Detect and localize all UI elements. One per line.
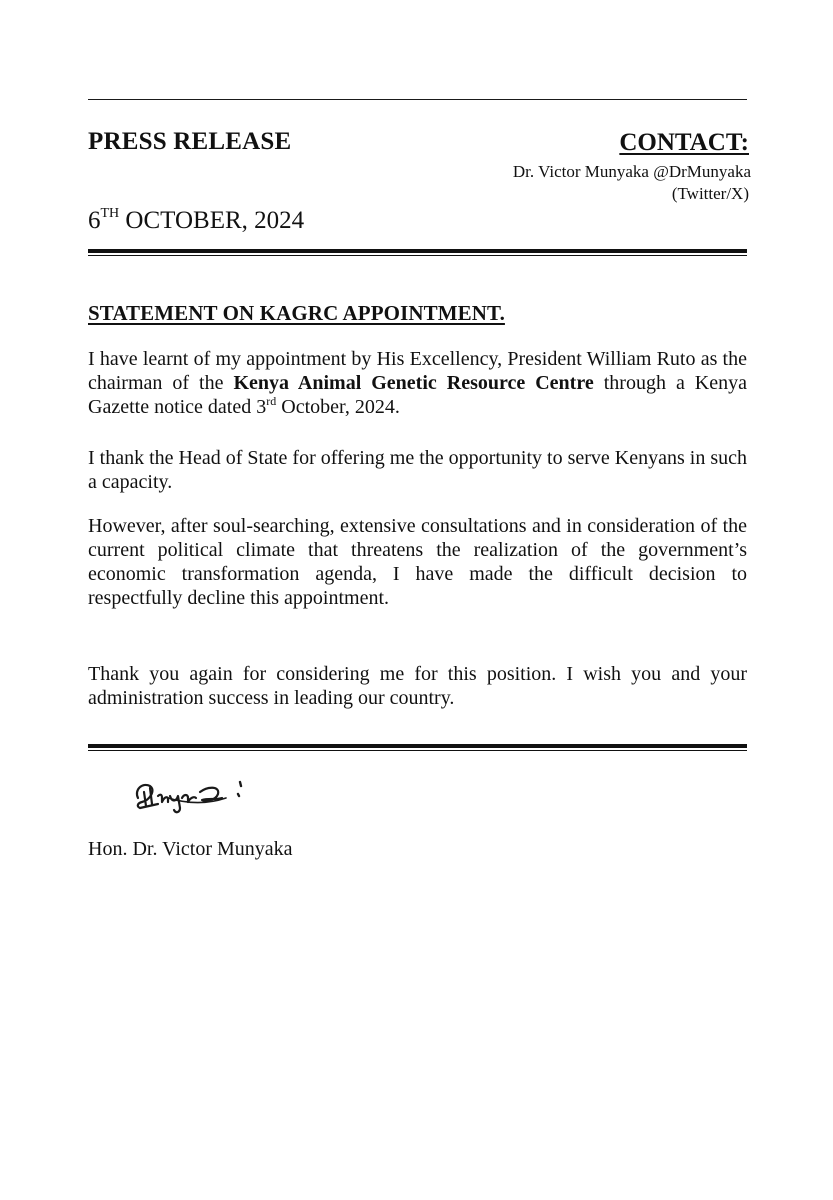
top-divider [88,99,747,100]
date-ordinal: TH [100,206,120,221]
para1-text-c: October, 2024. [276,396,400,418]
header-double-divider [88,249,747,256]
date-rest: OCTOBER, 2024 [119,207,305,234]
paragraph-closing: Thank you again for considering me for this position. I wish you and your administration success in leading our country. [88,663,747,709]
contact-platform: (Twitter/X) [671,184,749,203]
press-release-title: PRESS RELEASE [88,128,292,155]
contact-block [513,128,749,205]
paragraph-decline: However, after soul-searching, extensive consultations and in consideration of the current political climate that threatens the realization of the government’s economic transformation agenda, I have made the difficult decision to respectfully decline this appointment. [88,515,747,609]
para1-text-a: I have learnt of my appointment by His Excellency, President William Ruto as the chairman of the [88,348,747,394]
para1-ordinal: rd [266,394,277,408]
date-day: 6 [88,207,101,234]
release-date [88,207,304,235]
contact-name: Dr. Victor Munyaka @DrMunyaka [512,162,751,181]
organization-name: Kenya Animal Genetic Resource Centre [233,372,594,394]
signature-image [128,768,278,818]
contact-label: CONTACT: [619,129,749,156]
para1-text-b: through a Kenya Gazette notice dated 3 [88,372,748,418]
paragraph-appointment [88,347,747,419]
footer-double-divider [88,744,747,751]
signer-name: Hon. Dr. Victor Munyaka [88,838,293,860]
statement-heading: STATEMENT ON KAGRC APPOINTMENT. [88,301,505,325]
paragraph-thanks: I thank the Head of State for offering me the opportunity to serve Kenyans in such a capacity. [88,447,747,493]
